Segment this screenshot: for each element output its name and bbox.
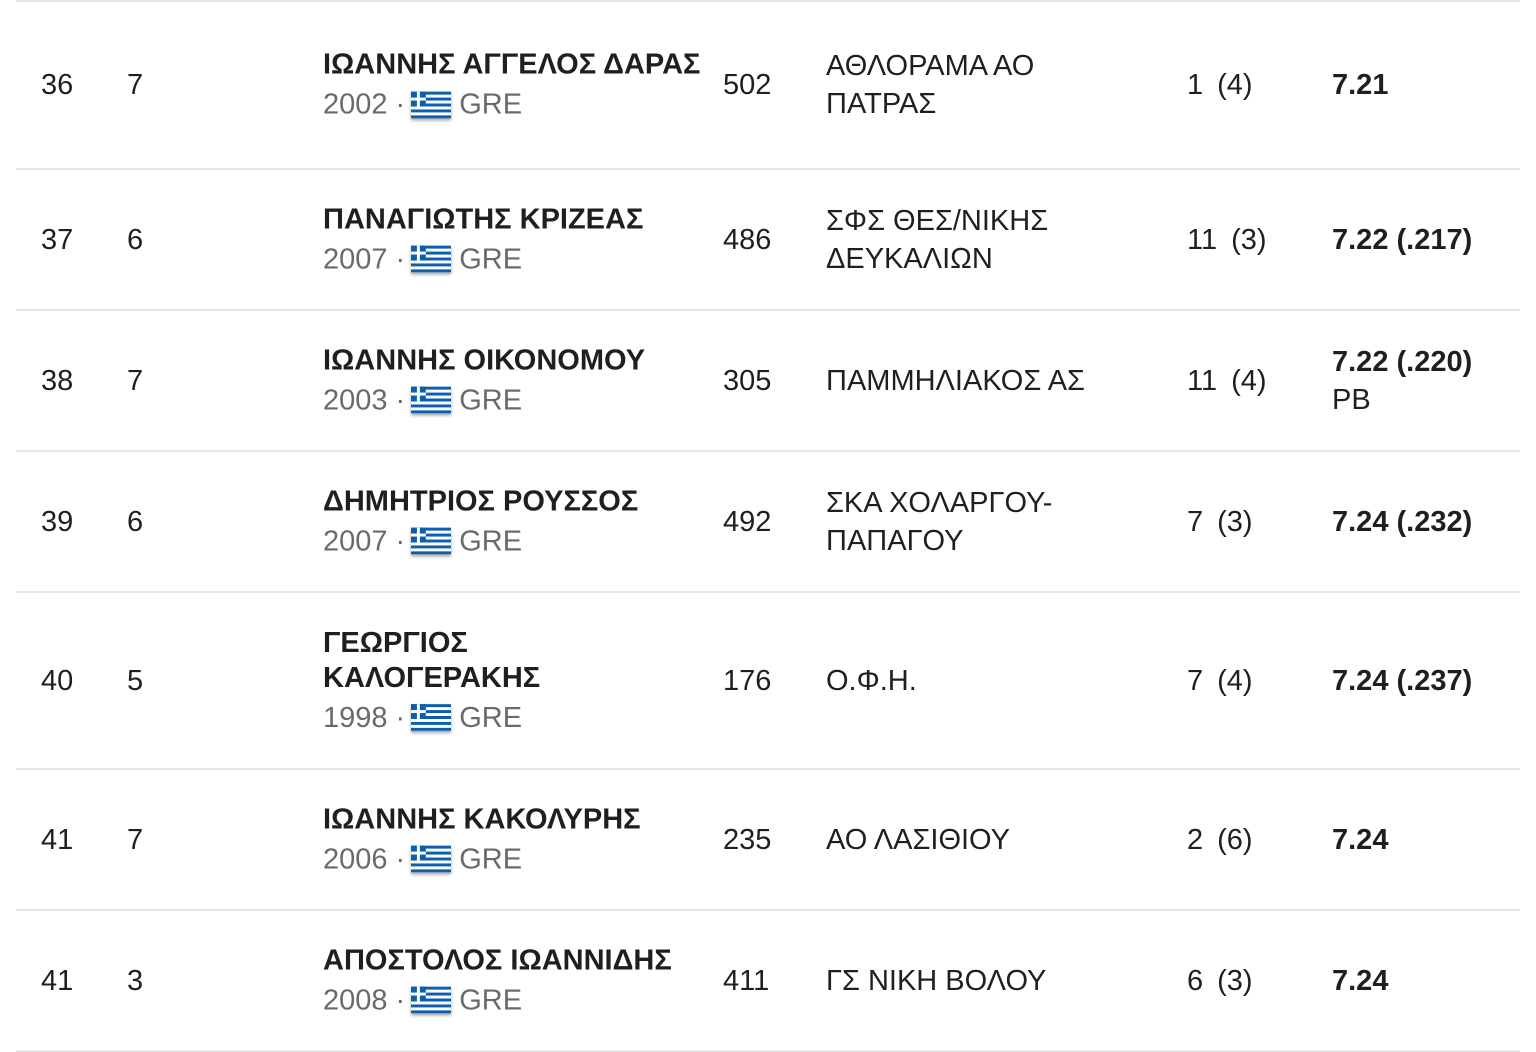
mark-value: 7.24 (.232) [1332,505,1473,538]
table-row[interactable] [16,911,1520,1052]
rank: 41 [41,964,74,997]
results-table [16,0,1520,1052]
athlete [323,802,703,877]
heat-info [1187,663,1253,699]
athlete-meta [323,523,703,559]
lane: 6 [127,505,144,538]
rank: 41 [41,823,74,856]
heat-number: 11 [1187,364,1218,397]
heat-info [1187,222,1267,258]
club-name: ΑΘΛΟΡΑΜΑ ΑΟ ΠΑΤΡΑΣ [826,50,1035,120]
heat-number: 7 [1187,505,1204,538]
mark [1332,662,1507,700]
mark-value: 7.22 (.217) [1332,223,1473,256]
greece-flag-icon [411,91,451,118]
separator-dot: · [395,525,406,557]
bib-number: 486 [723,223,772,256]
mark [1332,962,1507,1000]
lane: 3 [127,964,144,997]
heat-info [1187,963,1253,999]
athlete [323,626,703,736]
athlete-name[interactable]: ΙΩΑΝΝΗΣ ΚΑΚΟΛΥΡΗΣ [323,803,641,835]
country-code: GRE [459,701,523,734]
heat-position: (4) [1217,69,1253,101]
country-code: GRE [459,384,523,416]
birth-year: 2002 [323,88,388,121]
lane: 7 [127,823,144,856]
separator-dot: · [395,984,406,1016]
mark-value: 7.24 (.237) [1332,664,1473,697]
country-code: GRE [459,243,523,275]
greece-flag-icon [411,846,451,873]
athlete-name[interactable]: ΑΠΟΣΤΟΛΟΣ ΙΩΑΝΝΙΔΗΣ [323,944,672,976]
greece-flag-icon [411,246,451,273]
bib-number: 411 [723,964,770,997]
table-row[interactable] [16,2,1520,170]
birth-year: 2007 [323,525,388,557]
athlete-meta [323,382,703,418]
separator-dot: · [395,701,406,734]
table-row[interactable] [16,770,1520,911]
heat-position: (3) [1217,964,1253,997]
mark-value: 7.22 (.220) [1332,345,1473,378]
club-name: ΣΦΣ ΘΕΣ/ΝΙΚΗΣ ΔΕΥΚΑΛΙΩΝ [826,204,1049,275]
athlete [323,943,703,1018]
heat-position: (3) [1217,505,1253,538]
table-row[interactable] [16,311,1520,452]
heat-position: (3) [1231,223,1267,256]
separator-dot: · [395,243,406,275]
bib-number: 176 [723,664,772,697]
greece-flag-icon [411,387,451,414]
athlete-meta [323,982,703,1018]
mark [1332,821,1507,859]
rank: 40 [41,664,74,697]
mark [1332,221,1507,259]
mark-value: 7.24 [1332,964,1389,997]
heat-info [1187,363,1267,399]
bib-number: 235 [723,823,772,856]
athlete-name[interactable]: ΙΩΑΝΝΗΣ ΟΙΚΟΝΟΜΟΥ [323,344,646,376]
heat-position: (6) [1217,823,1253,856]
club-name: ΣΚΑ ΧΟΛΑΡΓΟΥ-ΠΑΠΑΓΟΥ [826,486,1053,557]
athlete-meta [323,87,703,123]
separator-dot: · [395,88,406,121]
mark [1332,343,1507,419]
greece-flag-icon [411,704,451,731]
heat-number: 2 [1187,823,1204,856]
athlete [323,484,703,559]
athlete-name[interactable]: ΔΗΜΗΤΡΙΟΣ ΡΟΥΣΣΟΣ [323,485,639,517]
lane: 7 [127,364,144,397]
athlete-meta [323,700,703,736]
club-name: Ο.Φ.Η. [826,664,917,697]
birth-year: 2003 [323,384,388,416]
table-row[interactable] [16,452,1520,593]
heat-info [1187,67,1253,103]
mark-value: 7.24 [1332,823,1389,856]
mark [1332,66,1507,104]
birth-year: 1998 [323,701,388,734]
table-row[interactable] [16,593,1520,770]
personal-best-badge: PB [1332,383,1371,416]
lane: 5 [127,664,144,697]
separator-dot: · [395,384,406,416]
greece-flag-icon [411,987,451,1014]
heat-number: 7 [1187,664,1204,697]
birth-year: 2006 [323,843,388,875]
lane: 7 [127,69,144,101]
country-code: GRE [459,525,523,557]
table-row[interactable] [16,170,1520,311]
bib-number: 305 [723,364,772,397]
athlete [323,202,703,277]
rank: 38 [41,364,74,397]
rank: 39 [41,505,74,538]
mark-value: 7.21 [1332,69,1389,101]
athlete [323,343,703,418]
lane: 6 [127,223,144,256]
athlete [323,48,703,123]
club-name: ΑΟ ΛΑΣΙΘΙΟΥ [826,823,1011,856]
birth-year: 2007 [323,243,388,275]
rank: 36 [41,69,74,101]
heat-number: 1 [1187,69,1204,101]
heat-number: 11 [1187,223,1218,256]
bib-number: 492 [723,505,772,538]
club-name: ΠΑΜΜΗΛΙΑΚΟΣ ΑΣ [826,364,1085,397]
heat-position: (4) [1231,364,1267,397]
rank: 37 [41,223,74,256]
heat-position: (4) [1217,664,1253,697]
athlete-meta [323,241,703,277]
greece-flag-icon [411,528,451,555]
heat-number: 6 [1187,964,1204,997]
heat-info [1187,822,1253,858]
separator-dot: · [395,843,406,875]
athlete-meta [323,841,703,877]
bib-number: 502 [723,69,772,101]
athlete-name[interactable]: ΠΑΝΑΓΙΩΤΗΣ ΚΡΙΖΕΑΣ [323,203,644,235]
country-code: GRE [459,88,523,121]
country-code: GRE [459,984,523,1016]
athlete-name[interactable]: ΓΕΩΡΓΙΟΣ ΚΑΛΟΓΕΡΑΚΗΣ [323,626,541,694]
heat-info [1187,504,1253,540]
club-name: ΓΣ ΝΙΚΗ ΒΟΛΟΥ [826,964,1047,997]
country-code: GRE [459,843,523,875]
birth-year: 2008 [323,984,388,1016]
mark [1332,503,1507,541]
athlete-name[interactable]: ΙΩΑΝΝΗΣ ΑΓΓΕΛΟΣ ΔΑΡΑΣ [323,48,701,81]
